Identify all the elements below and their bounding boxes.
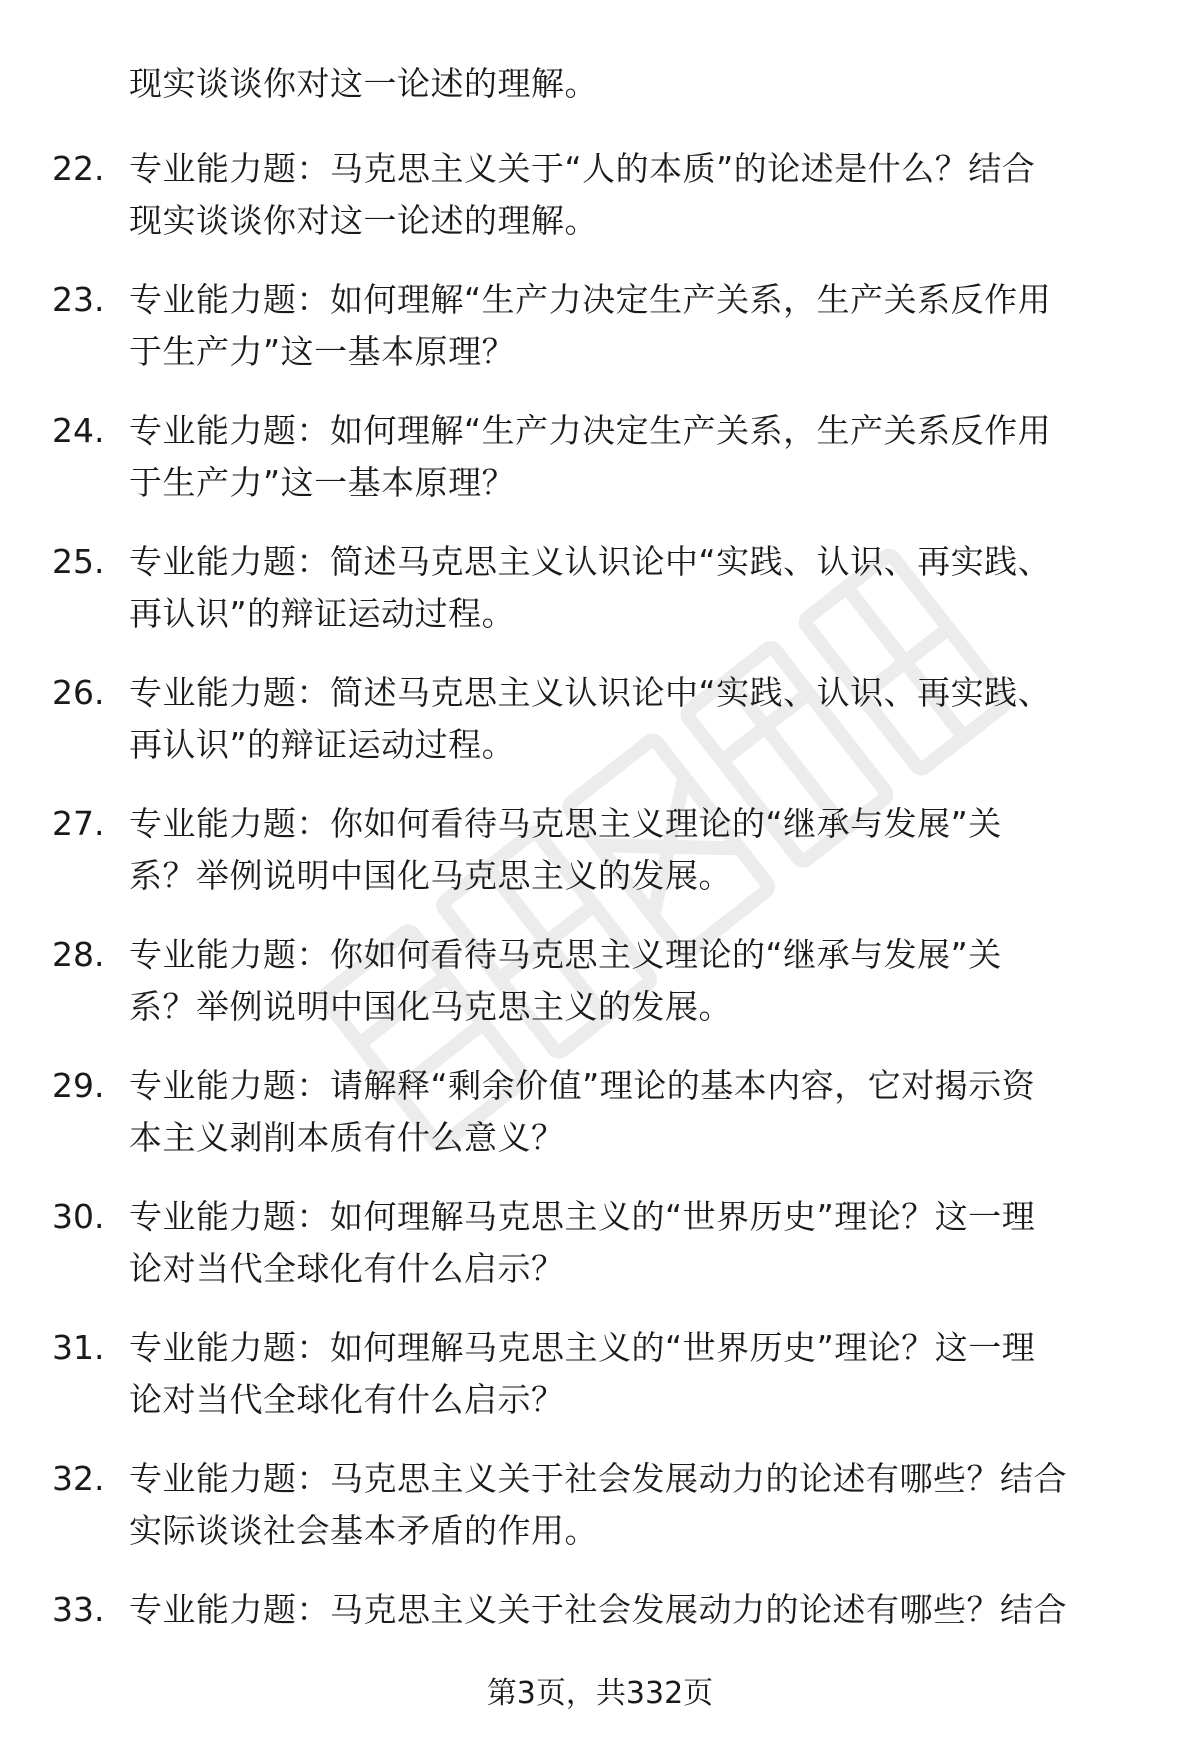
- question-number: 26.: [52, 673, 105, 712]
- question-item: [0, 1052, 1200, 1183]
- question-line: 本主义剥削本质有什么意义？: [129, 1118, 565, 1157]
- question-line: 论对当代全球化有什么启示？: [129, 1249, 565, 1288]
- question-text: [129, 667, 1139, 771]
- question-line: 再认识”的辩证运动过程。: [129, 725, 516, 764]
- question-text: [129, 929, 1139, 1033]
- question-item: [0, 266, 1200, 397]
- question-text: [129, 274, 1139, 378]
- question-text: [129, 143, 1139, 247]
- question-line: 专业能力题：简述马克思主义认识论中“实践、认识、再实践、: [129, 673, 1052, 712]
- question-item: [0, 921, 1200, 1052]
- question-line: 专业能力题：你如何看待马克思主义理论的“继承与发展”关: [129, 935, 1002, 974]
- question-item: [0, 528, 1200, 659]
- question-number: 22.: [52, 149, 105, 188]
- question-line: 专业能力题：如何理解马克思主义的“世界历史”理论？这一理: [129, 1328, 1036, 1367]
- question-number: 25.: [52, 542, 105, 581]
- question-number: 27.: [52, 804, 105, 843]
- question-text: [129, 1191, 1139, 1295]
- question-text: [129, 1584, 1139, 1636]
- question-line: 于生产力”这一基本原理？: [129, 332, 516, 371]
- question-list: [0, 135, 1200, 1707]
- question-line: 于生产力”这一基本原理？: [129, 463, 516, 502]
- question-item: [0, 790, 1200, 921]
- question-item: [0, 135, 1200, 266]
- question-line: 专业能力题：如何理解“生产力决定生产关系，生产关系反作用: [129, 280, 1052, 319]
- question-item: [0, 397, 1200, 528]
- question-text: [129, 1322, 1139, 1426]
- question-line: 专业能力题：简述马克思主义认识论中“实践、认识、再实践、: [129, 542, 1052, 581]
- question-line: 实际谈谈社会基本矛盾的作用。: [129, 1511, 598, 1550]
- question-line: 系？举例说明中国化马克思主义的发展。: [129, 856, 732, 895]
- question-item: [0, 1314, 1200, 1445]
- question-line: 专业能力题：马克思主义关于社会发展动力的论述有哪些？结合: [129, 1590, 1067, 1629]
- question-number: 24.: [52, 411, 105, 450]
- question-number: 29.: [52, 1066, 105, 1105]
- question-text: [129, 1453, 1139, 1557]
- question-line: 专业能力题：请解释“剩余价值”理论的基本内容，它对揭示资: [129, 1066, 1036, 1105]
- question-text: [129, 536, 1139, 640]
- question-line: 专业能力题：如何理解马克思主义的“世界历史”理论？这一理: [129, 1197, 1036, 1236]
- question-line: 专业能力题：马克思主义关于社会发展动力的论述有哪些？结合: [129, 1459, 1067, 1498]
- question-item: [0, 1183, 1200, 1314]
- question-line: 专业能力题：如何理解“生产力决定生产关系，生产关系反作用: [129, 411, 1052, 450]
- page-footer: 第3页，共332页: [486, 1676, 714, 1711]
- question-number: 33.: [52, 1590, 105, 1629]
- question-number: 28.: [52, 935, 105, 974]
- question-line: 专业能力题：马克思主义关于“人的本质”的论述是什么？结合: [129, 149, 1036, 188]
- question-text: [129, 405, 1139, 509]
- question-number: 23.: [52, 280, 105, 319]
- question-line: 现实谈谈你对这一论述的理解。: [129, 201, 598, 240]
- question-text: [129, 798, 1139, 902]
- question-line: 专业能力题：你如何看待马克思主义理论的“继承与发展”关: [129, 804, 1002, 843]
- question-item: [0, 659, 1200, 790]
- question-text: [129, 1060, 1139, 1164]
- question-number: 31.: [52, 1328, 105, 1367]
- question-line: 再认识”的辩证运动过程。: [129, 594, 516, 633]
- question-number: 32.: [52, 1459, 105, 1498]
- question-line: 系？举例说明中国化马克思主义的发展。: [129, 987, 732, 1026]
- continued-question-text: 现实谈谈你对这一论述的理解。: [129, 64, 598, 103]
- question-item: [0, 1445, 1200, 1576]
- question-number: 30.: [52, 1197, 105, 1236]
- question-line: 论对当代全球化有什么启示？: [129, 1380, 565, 1419]
